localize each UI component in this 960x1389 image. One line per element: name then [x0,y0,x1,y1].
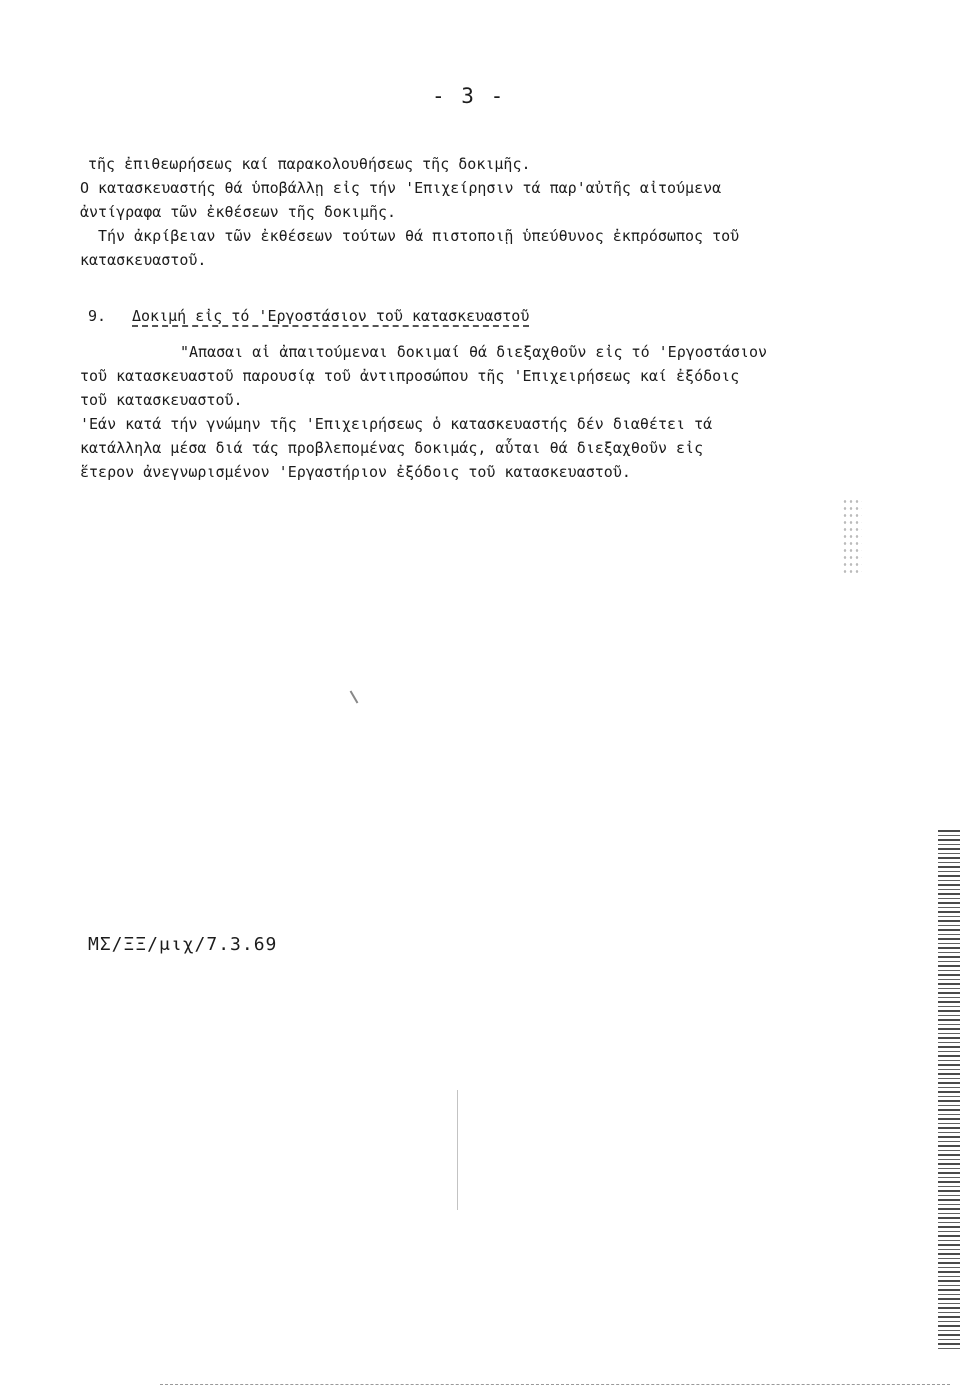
scan-edge-noise [938,830,960,1350]
section-title: Δοκιμή εἰς τό 'Εργοστάσιον τοῦ κατασκευαστοῦ [132,307,530,325]
intro-line: Ο κατασκευαστής θά ὑποβάλλῃ εἰς τήν 'Επιχείρησιν τά παρ'αὐτῆς αἰτούμενα [80,179,722,197]
section-line: "Απασαι αἱ ἀπαιτούμεναι δοκιμαί θά διεξαχθοῦν εἰς τό 'Εργοστάσιον [180,343,767,361]
section-line: κατάλληλα μέσα διά τάς προβλεπομένας δοκιμάς, αὗται θά διεξαχθοῦν εἰς [80,439,704,457]
scan-speckle [842,498,862,576]
scan-mark [350,690,359,703]
document-reference: ΜΣ/ΞΞ/μιχ/7.3.69 [88,934,278,955]
intro-paragraph [80,152,880,272]
page-number: - 3 - [432,84,506,108]
section-heading [88,304,529,328]
intro-line: Τήν ἀκρίβειαν τῶν ἐκθέσεων τούτων θά πιστοποιῇ ὑπεύθυνος ἐκπρόσωπος τοῦ [98,227,740,245]
intro-line: ἀντίγραφα τῶν ἐκθέσεων τῆς δοκιμῆς. [80,203,397,221]
intro-line: τῆς ἐπιθεωρήσεως καί παρακολουθήσεως τῆς δοκιμῆς. [88,155,531,173]
section-line: 'Εάν κατά τήν γνώμην τῆς 'Επιχειρήσεως ὁ κατασκευαστής δέν διαθέτει τά [80,415,713,433]
scan-mark [457,1090,458,1210]
section-number: 9. [88,307,107,325]
section-line: τοῦ κατασκευαστοῦ. [80,391,243,409]
section-9-body [80,340,900,484]
intro-line: κατασκευαστοῦ. [80,251,207,269]
section-line: τοῦ κατασκευαστοῦ παρουσίᾳ τοῦ ἀντιπροσώπου τῆς 'Επιχειρήσεως καί ἐξόδοις [80,367,740,385]
scan-bottom-edge [160,1384,950,1385]
section-line: ἕτερον ἀνεγνωρισμένον 'Εργαστήριον ἐξόδοις τοῦ κατασκευαστοῦ. [80,463,631,481]
